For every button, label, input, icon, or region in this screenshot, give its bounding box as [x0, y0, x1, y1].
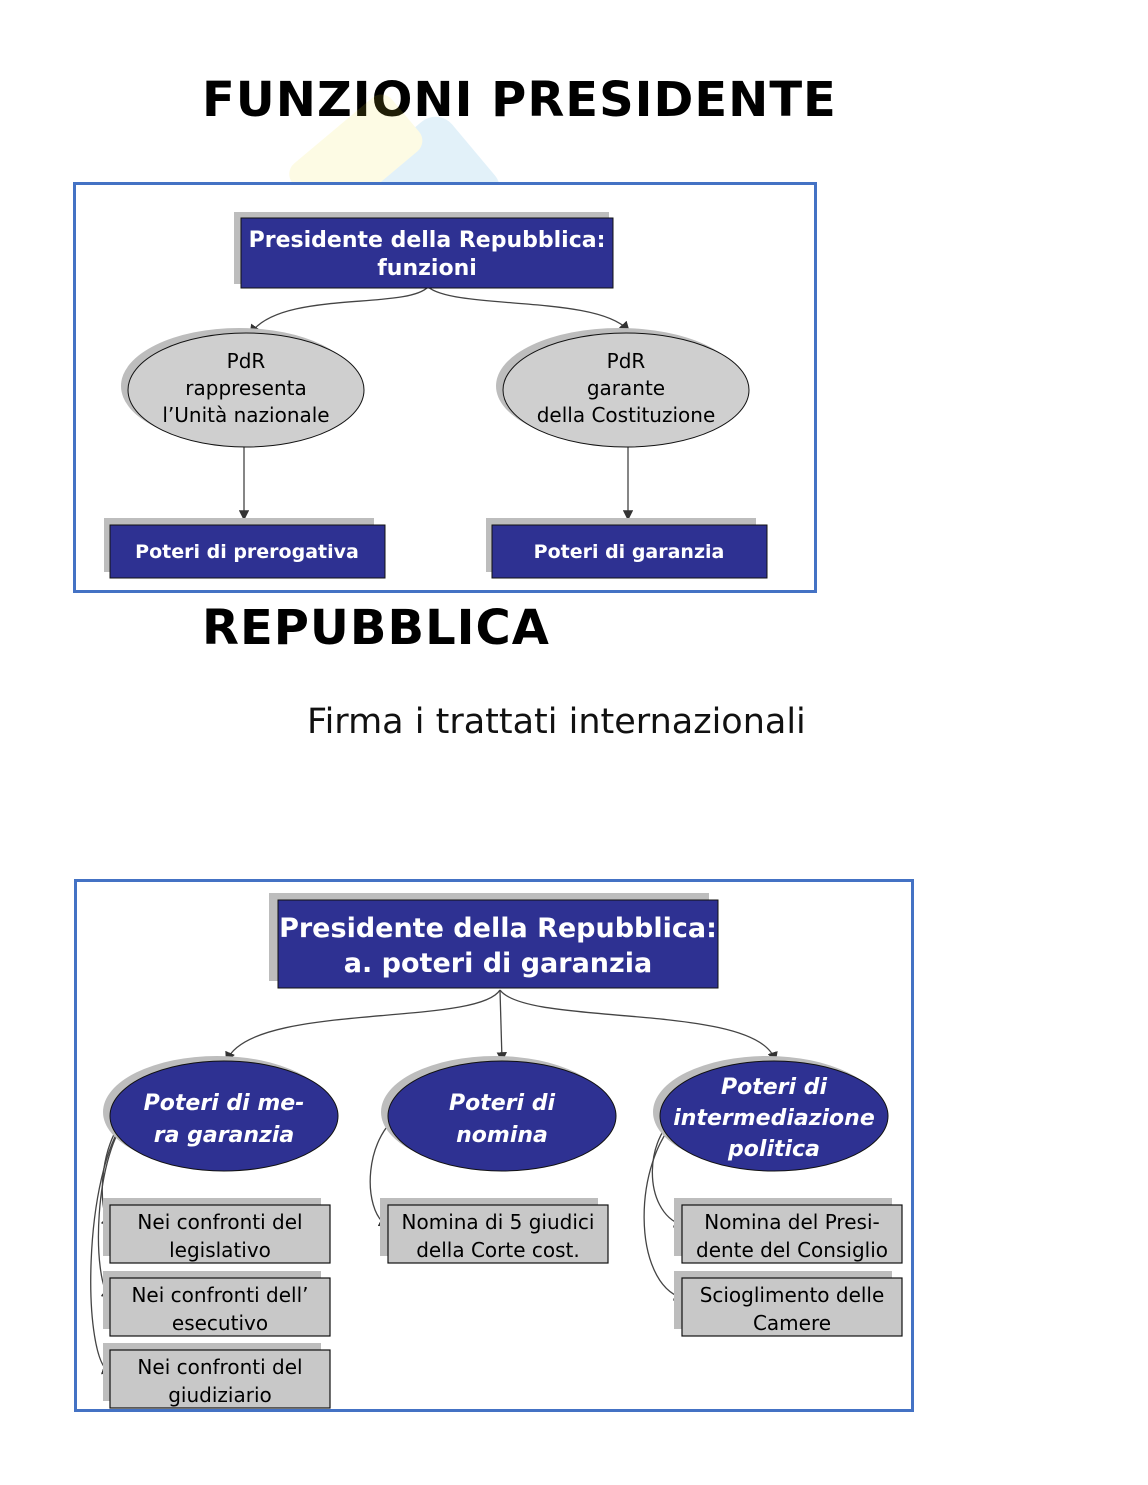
box-nomina-giudici — [380, 1198, 608, 1263]
ellipse-poteri-nomina — [381, 1056, 616, 1171]
ellipse-unita-nazionale — [121, 328, 364, 447]
diagram-poteri-garanzia — [74, 879, 914, 1412]
root-box-garanzia — [269, 893, 718, 988]
svg-text:Poteri di prerogativa: Poteri di prerogativa — [135, 541, 359, 563]
svg-text:giudiziario: giudiziario — [168, 1383, 272, 1407]
svg-text:della Costituzione: della Costituzione — [536, 403, 716, 427]
svg-text:Poteri di me-: Poteri di me- — [143, 1091, 305, 1116]
root-box-functions — [234, 212, 613, 288]
svg-text:Presidente della Repubblica:: Presidente della Repubblica: — [279, 913, 717, 944]
svg-text:legislativo: legislativo — [169, 1238, 271, 1262]
svg-text:Nei confronti dell’: Nei confronti dell’ — [131, 1283, 309, 1307]
svg-text:ra garanzia: ra garanzia — [153, 1123, 295, 1148]
ellipse-intermediazione-politica — [653, 1056, 888, 1171]
diagram-functions — [73, 182, 817, 593]
svg-text:Poteri di: Poteri di — [448, 1091, 556, 1116]
svg-text:Poteri di garanzia: Poteri di garanzia — [533, 541, 725, 563]
svg-text:Scioglimento delle: Scioglimento delle — [699, 1283, 885, 1307]
box-poteri-garanzia — [486, 518, 767, 578]
svg-text:intermediazione: intermediazione — [673, 1106, 875, 1131]
svg-text:Poteri di: Poteri di — [720, 1075, 828, 1100]
svg-text:della Corte cost.: della Corte cost. — [416, 1238, 580, 1262]
box-scioglimento-camere — [674, 1271, 902, 1336]
box-confronti-giudiziario — [103, 1343, 330, 1408]
ellipse-garante-costituzione — [496, 328, 749, 447]
svg-text:PdR: PdR — [226, 349, 266, 373]
svg-text:Nomina di 5 giudici: Nomina di 5 giudici — [401, 1210, 595, 1234]
svg-text:a. poteri di garanzia: a. poteri di garanzia — [343, 948, 653, 979]
svg-text:politica: politica — [728, 1137, 820, 1162]
svg-text:esecutivo: esecutivo — [171, 1311, 269, 1335]
page-title-line2: REPUBBLICA — [202, 600, 550, 656]
svg-text:PdR: PdR — [606, 349, 646, 373]
svg-text:Presidente della Repubblica:: Presidente della Repubblica: — [248, 228, 606, 253]
svg-text:dente del Consiglio: dente del Consiglio — [696, 1238, 888, 1262]
svg-text:Nomina del Presi-: Nomina del Presi- — [704, 1210, 880, 1234]
svg-text:Nei confronti del: Nei confronti del — [137, 1210, 303, 1234]
ellipse-mera-garanzia — [103, 1056, 338, 1171]
svg-text:Nei confronti del: Nei confronti del — [137, 1355, 303, 1379]
svg-text:nomina: nomina — [456, 1123, 548, 1148]
box-confronti-legislativo — [103, 1198, 330, 1263]
svg-text:garante: garante — [586, 376, 666, 400]
svg-text:rappresenta: rappresenta — [185, 376, 307, 400]
page-title-line1: FUNZIONI PRESIDENTE — [202, 72, 837, 128]
svg-text:funzioni: funzioni — [377, 256, 477, 281]
svg-text:l’Unità nazionale: l’Unità nazionale — [162, 403, 330, 427]
box-poteri-prerogativa — [104, 518, 385, 578]
box-nomina-presidente-consiglio — [674, 1198, 902, 1263]
box-confronti-esecutivo — [103, 1271, 330, 1336]
svg-text:Camere: Camere — [752, 1311, 832, 1335]
body-text-trattati: Firma i trattati internazionali — [307, 702, 806, 742]
